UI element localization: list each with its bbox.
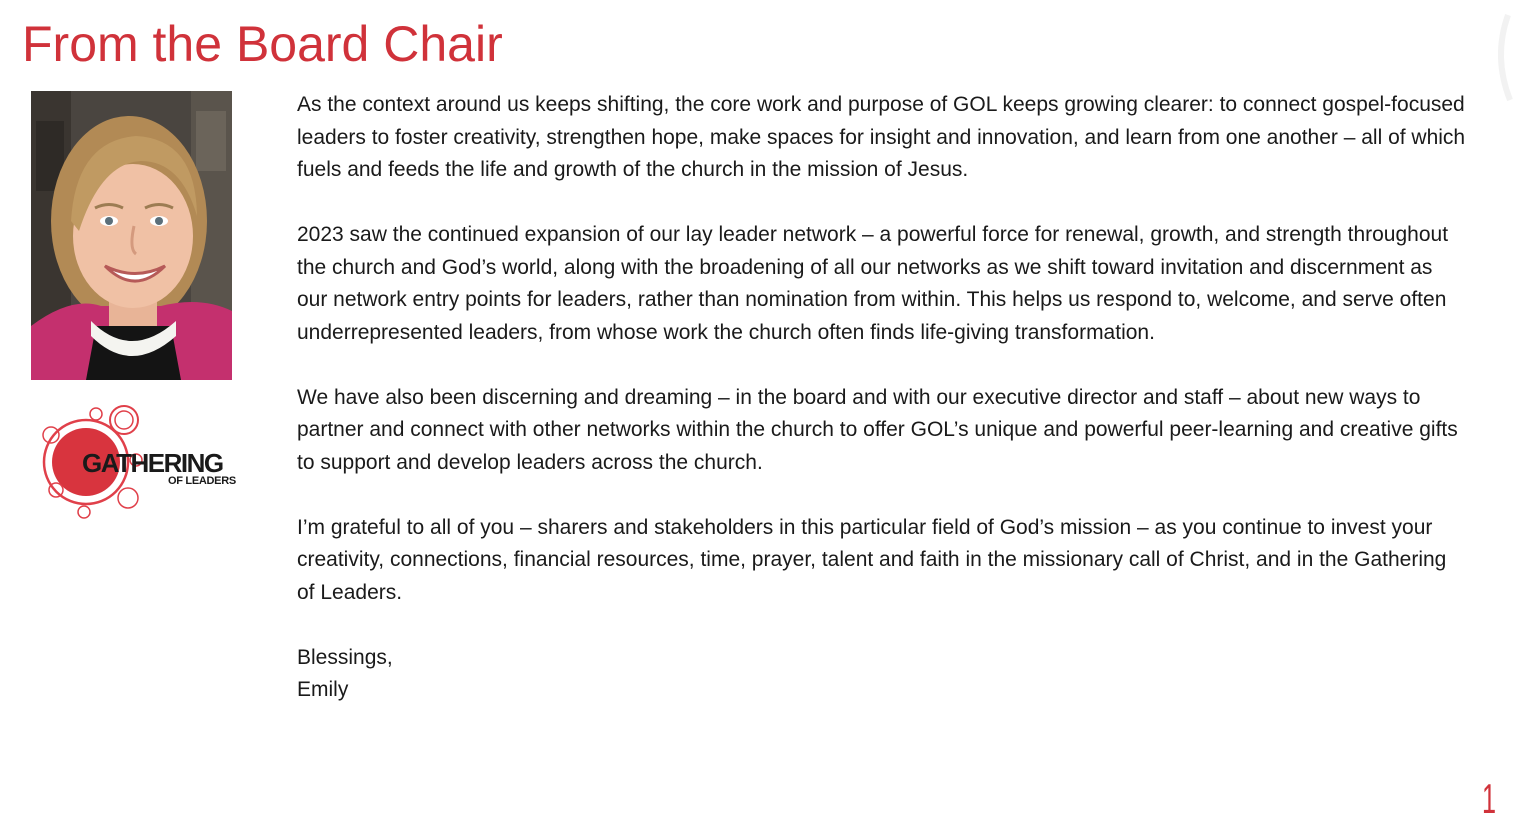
gathering-of-leaders-logo <box>36 400 236 530</box>
letter-paragraph-3: We have also been discerning and dreaming – in the board and with our executive director and staff – about new ways to partner and connect with other networks within the church to offer GOL’s unique and powerful peer-learning and creative gifts to support and develop leaders across the church. <box>297 385 1458 474</box>
letter-closing: Blessings, <box>297 645 393 669</box>
letter-body <box>297 89 1467 707</box>
page-number: 1 <box>1482 775 1497 822</box>
letter-paragraph-4: I’m grateful to all of you – sharers and stakeholders in this particular field of God’s mission – as you continue to invest your creativity, connections, financial resources, time, prayer, talent and faith in the missionary call of Christ, and in the Gathering of Leaders. <box>297 515 1447 604</box>
board-chair-photo <box>31 91 232 380</box>
logo-word-main: GATHERING <box>82 448 223 478</box>
decorative-arc <box>1488 10 1528 105</box>
letter-paragraph-2: 2023 saw the continued expansion of our lay leader network – a powerful force for renewal, growth, and strength throughout the church and God’s world, along with the broadening of all our networks as we shift toward invitation and discernment as our network entry points for leaders, rather than nomination from within. This helps us respond to, welcome, and serve often underrepresented leaders, from whose work the church often finds life-giving transformation. <box>297 223 1449 344</box>
portrait-illustration <box>31 91 232 380</box>
letter-paragraph-1: As the context around us keeps shifting, the core work and purpose of GOL keeps growing clearer: to connect gospel-focused leaders to foster creativity, strengthen hope, make spaces for insight and innovation, and learn from one another – all of which fuels and feeds the life and growth of the church in the mission of Jesus. <box>297 93 1466 181</box>
page-title: From the Board Chair <box>22 16 503 72</box>
logo-mark <box>36 400 236 530</box>
letter-signature: Emily <box>297 678 349 701</box>
logo-word-sub: OF LEADERS <box>168 475 236 487</box>
